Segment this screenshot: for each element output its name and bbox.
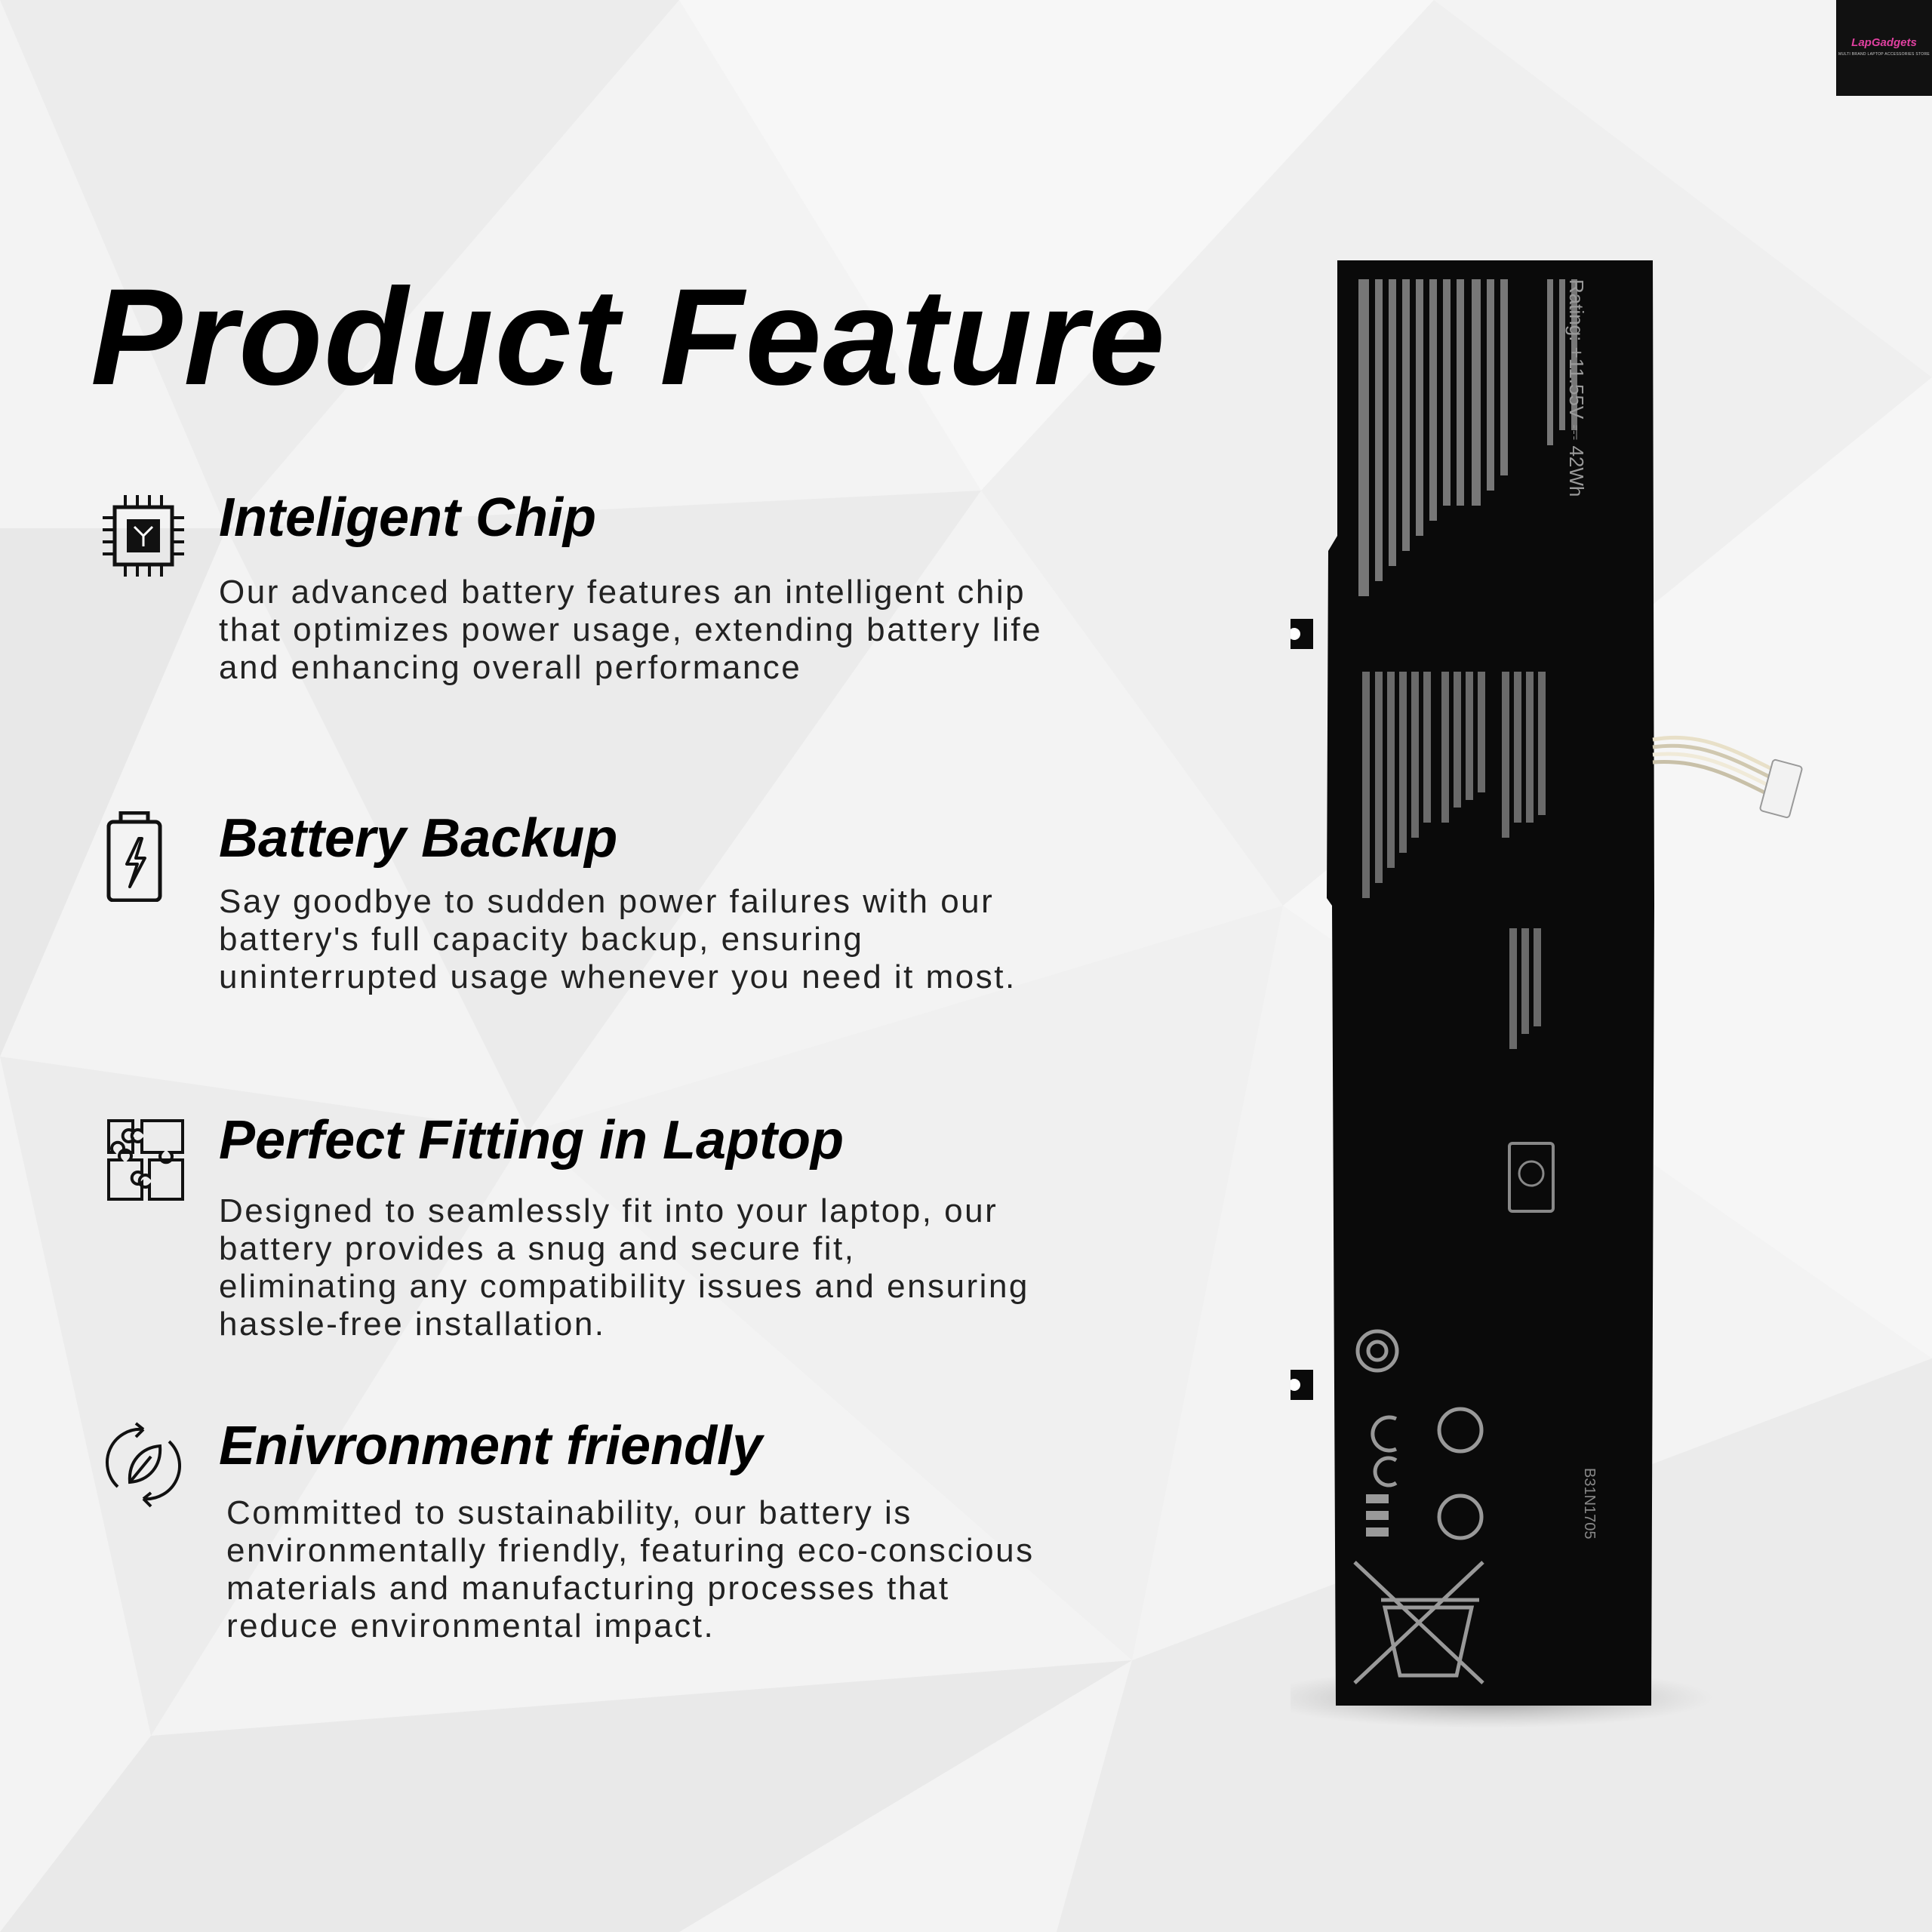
logo-name: LapGadgets	[1851, 36, 1917, 49]
battery-product-image	[1291, 249, 1834, 1728]
puzzle-icon	[98, 1113, 189, 1204]
description-line: Our advanced battery features an intelligent chip	[219, 574, 1026, 611]
feature-title: Enivronment friendly	[219, 1416, 763, 1476]
description-line: eliminating any compatibility issues and ensuring	[219, 1268, 1029, 1305]
feature-description	[226, 1494, 1155, 1645]
chip-icon	[98, 491, 189, 581]
battery-icon	[98, 811, 189, 902]
feature-description	[219, 883, 1147, 996]
eco-leaf-icon	[98, 1419, 189, 1509]
logo-tagline: MULTI BRAND LAPTOP ACCESSORIES STORE	[1838, 52, 1930, 57]
page-title: Product Feature	[91, 260, 1167, 414]
description-line: hassle-free installation.	[219, 1306, 606, 1343]
description-line: that optimizes power usage, extending battery life	[219, 611, 1043, 648]
feature-title: Perfect Fitting in Laptop	[219, 1110, 844, 1171]
battery-model-text: B31N1705	[1581, 1468, 1598, 1540]
feature-title: Inteligent Chip	[219, 488, 596, 548]
description-line: battery provides a snug and secure fit,	[219, 1230, 856, 1267]
feature-title: Battery Backup	[219, 808, 618, 869]
description-line: environmentally friendly, featuring eco-conscious	[226, 1532, 1035, 1569]
description-line: materials and manufacturing processes that	[226, 1570, 950, 1607]
description-line: Designed to seamlessly fit into your laptop, our	[219, 1192, 998, 1229]
description-line: reduce environmental impact.	[226, 1607, 715, 1644]
feature-description	[219, 1192, 1147, 1343]
description-line: uninterrupted usage whenever you need it most.	[219, 958, 1017, 995]
description-line: Say goodbye to sudden power failures with our	[219, 883, 995, 920]
battery-rating-text: Rating: +11.55V ⎓ 42Wh	[1565, 279, 1588, 497]
description-line: Committed to sustainability, our battery is	[226, 1494, 912, 1531]
description-line: and enhancing overall performance	[219, 649, 802, 686]
description-line: battery's full capacity backup, ensuring	[219, 921, 864, 958]
feature-description	[219, 574, 1147, 687]
brand-logo	[1836, 0, 1932, 96]
